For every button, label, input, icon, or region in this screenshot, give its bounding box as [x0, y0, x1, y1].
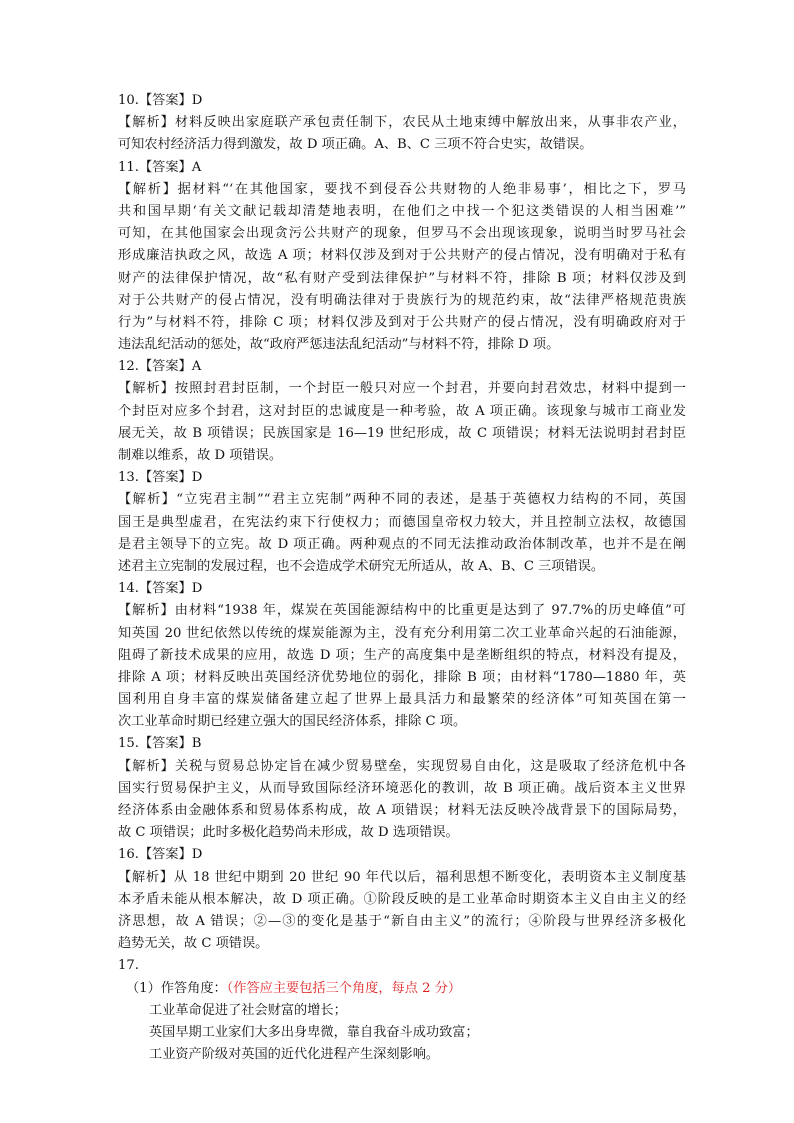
q10-analysis-1: 【解析】材料反映出家庭联产承包责任制下，农民从土地束缚中解放出来，从事非农产业， [118, 115, 686, 131]
answer-sheet [118, 90, 686, 1066]
q11-analysis-6: 对于公共财产的侵占情况，没有明确法律对于贵族行为的规范约束，故“法律严格规范贵族 [118, 292, 686, 308]
q12-analysis-3: 展无关，故 B 项错误；民族国家是 16—19 世纪形成，故 C 项错误；材料无法说明封君封臣 [118, 425, 686, 441]
q13-answer: 13.【答案】D [118, 470, 203, 486]
q11-analysis-4: 形成廉洁执政之风，故选 A 项；材料仅涉及到对于公共财产的侵占情况，没有明确对于私有 [118, 248, 686, 264]
q17-point-1: 工业革命促进了社会财富的增长； [149, 1002, 347, 1018]
q16-analysis-2: 本矛盾未能从根本解决，故 D 项正确。①阶段反映的是工业革命时期资本主义自由主义的经 [118, 891, 686, 907]
q14-analysis-6: 次工业革命时期已经建立强大的国民经济体系，排除 C 项。 [118, 714, 467, 730]
q14-analysis-3: 阻碍了新技术成果的应用，故选 D 项；生产的高度集中是垄断组织的特点，材料没有提及， [118, 647, 686, 663]
q12-analysis-1: 【解析】按照封君封臣制，一个封臣一般只对应一个封君，并要向封君效忠，材料中提到一 [118, 381, 686, 397]
q10-answer: 10.【答案】D [118, 93, 203, 108]
q11-analysis-3: 可知，在其他国家会出现贪污公共财产的现象，但罗马不会出现该现象，说明当时罗马社会 [118, 226, 686, 242]
q11-answer: 11.【答案】A [118, 159, 202, 175]
q12-analysis-2: 个封臣对应多个封君，这对封臣的忠诚度是一种考验，故 A 项正确。该现象与城市工商业发 [118, 403, 686, 419]
answer-text-body [118, 90, 686, 978]
q17-number: 17. [118, 958, 139, 974]
q15-analysis-4: 故 C 项错误；此时多极化趋势尚未形成，故 D 选项错误。 [118, 825, 459, 841]
q10-analysis-2: 可知农村经济活力得到激发，故 D 项正确。A、B、C 三项不符合史实，故错误。 [118, 137, 593, 153]
q17-prompt: （1）作答角度： [126, 980, 227, 996]
q12-answer: 12.【答案】A [118, 359, 202, 375]
q14-analysis-2: 知英国 20 世纪依然以传统的煤炭能源为主，没有充分利用第二次工业革命兴起的石油能源， [118, 625, 686, 641]
q15-analysis-3: 经济体系由金融体系和贸易体系构成，故 A 项错误；材料无法反映冷战背景下的国际局势， [118, 803, 686, 818]
q14-analysis-5: 国利用自身丰富的煤炭储备建立起了世界上最具活力和最繁荣的经济体”可知英国在第一 [118, 692, 686, 708]
q15-analysis-2: 国实行贸易保护主义，从而导致国际经济环境恶化的教训，故 B 项正确。战后资本主义世界 [118, 780, 686, 796]
q16-analysis-1: 【解析】从 18 世纪中期到 20 世纪 90 年代以后，福利思想不断变化，表明资本主义制度基 [118, 869, 686, 885]
q11-analysis-5: 财产的法律保护情况，故“私有财产受到法律保护”与材料不符，排除 B 项；材料仅涉及到 [118, 270, 686, 286]
q13-analysis-3: 是君主领导下的立宪。故 D 项正确。两种观点的不同无法推动政治体制改革，也并不是在阐 [118, 536, 686, 552]
q14-answer: 14.【答案】D [118, 581, 203, 597]
q15-answer: 15.【答案】B [118, 736, 202, 752]
q13-analysis-4: 述君主立宪制的发展过程，也不会造成学术研究无所适从，故 A、B、C 三项错误。 [118, 558, 605, 574]
q14-analysis-4: 排除 A 项；材料反映出英国经济优势地位的弱化，排除 B 项；由材料“1780—1880 年，英 [118, 669, 686, 685]
q11-analysis-8: 违法乱纪活动的惩处，故“政府严惩违法乱纪活动”与材料不符，排除 D 项。 [118, 337, 560, 353]
q17-prompt-line [118, 978, 686, 1000]
q16-analysis-3: 济思想，故 A 错误；②—③的变化是基于“新自由主义”的流行；④阶段与世界经济多极化 [118, 913, 686, 929]
q17-scoring-note: （作答应主要包括三个角度，每点 2 分） [226, 980, 462, 996]
q15-analysis-1: 【解析】关税与贸易总协定旨在减少贸易壁垒，实现贸易自由化，这是吸取了经济危机中各 [118, 758, 686, 774]
q13-analysis-1: 【解析】“立宪君主制”“君主立宪制”两种不同的表述，是基于英德权力结构的不同，英国 [118, 492, 686, 508]
q17-point-3: 工业资产阶级对英国的近代化进程产生深刻影响。 [149, 1047, 440, 1063]
q16-answer: 16.【答案】D [118, 847, 203, 863]
q14-analysis-1: 【解析】由材料“1938 年，煤炭在英国能源结构中的比重更是达到了 97.7%的历史峰值”可 [118, 603, 686, 619]
q11-analysis-1: 【解析】据材料“‘在其他国家，要找不到侵吞公共财物的人绝非易事’，相比之下，罗马 [118, 181, 686, 197]
q16-analysis-4: 趋势无关，故 C 项错误。 [118, 936, 269, 952]
q17-point-2: 英国早期工业家们大多出身卑微，靠自我奋斗成功致富； [149, 1024, 479, 1040]
q13-analysis-2: 国王是典型虚君，在宪法约束下行使权力；而德国皇帝权力较大，并且控制立法权，故德国 [118, 514, 686, 530]
q11-analysis-7: 行为”与材料不符，排除 C 项；材料仅涉及到对于公共财产的侵占情况，没有明确政府对于 [118, 314, 686, 330]
q11-analysis-2: 共和国早期‘有关文献记载却清楚地表明，在他们之中找一个犯这类错误的人相当困难’” [118, 203, 686, 219]
q12-analysis-4: 制难以维系，故 D 项错误。 [118, 448, 283, 463]
